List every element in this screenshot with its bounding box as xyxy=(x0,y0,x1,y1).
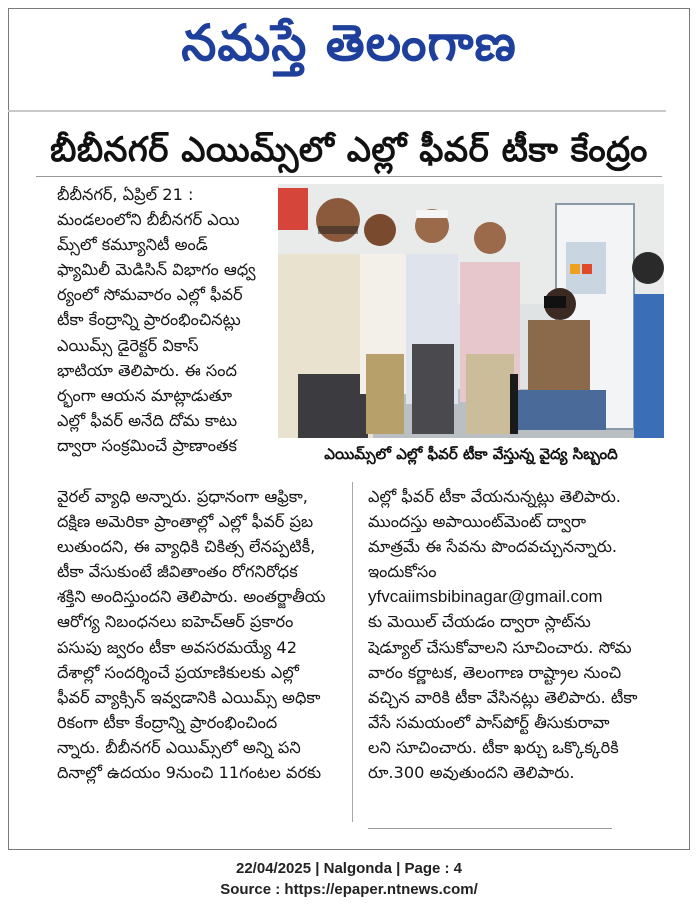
email-address: yfvcaiimsbibinagar@gmail.com xyxy=(368,587,603,607)
text-line: దినాల్లో ఉదయం 9నుంచి 11గంటల వరకు xyxy=(57,763,322,783)
text-line: ఎల్లో ఫీవర్ టీకా వేయనున్నట్లు తెలిపారు. xyxy=(368,487,621,506)
text-line: టీకా వేసుకుంటే జీవితాంతం రోగనిరోధక xyxy=(57,562,298,582)
text-line: ముందస్తు అపాయింట్‌మెంట్ ద్వారా xyxy=(368,512,587,532)
photo-caption: ఎయిమ్స్‌లో ఎల్లో ఫీవర్ టీకా వేస్తున్న వైద్య సిబ్బంది xyxy=(324,445,618,463)
vaccination-photo-illustration xyxy=(278,184,664,438)
text-line: దక్షిణ అమెరికా ప్రాంతాల్లో ఎల్లో ఫీవర్ ప్రబ xyxy=(57,512,314,532)
article-column-left-bottom xyxy=(57,484,339,785)
text-line: మాత్రమే ఈ సేవను పొందవచ్చునన్నారు. xyxy=(368,537,618,557)
text-line: రూ.300 అవుతుందని తెలిపారు. xyxy=(368,763,575,783)
text-line: ఎయిమ్స్ డైరెక్టర్ వికాస్ xyxy=(57,335,199,355)
text-line: వచ్చిన వారికి టీకా వేసినట్లు తెలిపారు. టీకా xyxy=(368,687,638,707)
text-line: భాటియా తెలిపారు. ఈ సంద xyxy=(57,360,237,380)
article-headline: బీబీనగర్ ఎయిమ్స్‌లో ఎల్లో ఫీవర్ టీకా కేంద్రం xyxy=(50,130,648,170)
text-line: న్నారు. బీబీనగర్ ఎయిమ్స్‌లో అన్ని పని xyxy=(57,737,301,757)
text-line: దేశాల్లో సందర్శించే ప్రయాణికులకు ఎల్లో xyxy=(57,662,299,682)
column-divider xyxy=(352,482,353,822)
article-column-left-top xyxy=(57,182,275,458)
text-line: టీకా కేంద్రాన్ని ప్రారంభించినట్లు xyxy=(57,310,241,330)
text-line: ఆరోగ్య నిబంధనలు ఐహెచ్ఆర్ ప్రకారం xyxy=(57,612,294,632)
headline-divider xyxy=(36,176,662,177)
text-line: శక్తిని అందిస్తుందని తెలిపారు. అంతర్జాతీయ xyxy=(57,587,326,607)
text-line: పసుపు జ్వరం టీకా అవసరమయ్యే 42 xyxy=(57,637,297,657)
article-column-right xyxy=(368,484,668,785)
footer-date-edition-page: 22/04/2025 | Nalgonda | Page : 4 xyxy=(236,860,462,877)
text-line: మ్స్‌లో కమ్యూనిటీ అండ్ xyxy=(57,235,208,255)
text-line: ర్భంగా ఆయన మాట్లాడుతూ xyxy=(57,385,233,405)
article-photo xyxy=(278,184,664,438)
text-line: మండలంలోని బీబీనగర్ ఎయి xyxy=(57,210,240,230)
text-line: రికంగా టీకా కేంద్రాన్ని ప్రారంభించింద xyxy=(57,712,278,732)
text-line: బీబీనగర్, ఏప్రిల్ 21 : xyxy=(57,185,194,204)
text-line: లని సూచించారు. టీకా ఖర్చు ఒక్కొక్కరికి xyxy=(368,737,619,757)
clipping-footer xyxy=(0,858,698,900)
text-line: లుతుందని, ఈ వ్యాధికి చికిత్స లేనప్పటికీ, xyxy=(57,537,316,557)
masthead-divider xyxy=(8,110,666,112)
newspaper-masthead: నమస్తే తెలంగాణ xyxy=(181,14,517,72)
text-line: ఎల్లో ఫీవర్ అనేది దోమ కాటు xyxy=(57,410,238,430)
text-line: వారం కర్ణాటక, తెలంగాణ రాష్ట్రాల నుంచి xyxy=(368,662,622,682)
text-line: వేసే సమయంలో పాస్‌పోర్ట్ తీసుకురావా xyxy=(368,712,610,732)
text-line: ఫ్యామిలీ మెడిసిన్ విభాగం ఆధ్వ xyxy=(57,260,256,280)
text-line: షెడ్యూల్ చేసుకోవాలని సూచించారు. సోమ xyxy=(368,637,632,657)
text-line: వైరల్ వ్యాధి అన్నారు. ప్రధానంగా ఆఫ్రికా, xyxy=(57,487,308,506)
text-line: ఫీవర్ వ్యాక్సిన్ ఇవ్వడానికి ఎయిమ్స్ అధికా xyxy=(57,687,321,707)
text-line: ఇందుకోసం xyxy=(368,562,437,582)
footer-source: Source : https://epaper.ntnews.com/ xyxy=(220,881,478,898)
text-line: ద్వారా సంక్రమించే ప్రాణాంతక xyxy=(57,435,237,455)
text-line: ర్యంలో సోమవారం ఎల్లో ఫీవర్ xyxy=(57,285,243,305)
text-line: కు మెయిల్ చేయడం ద్వారా స్లాట్‌ను xyxy=(368,612,591,632)
article-end-rule xyxy=(368,828,612,829)
